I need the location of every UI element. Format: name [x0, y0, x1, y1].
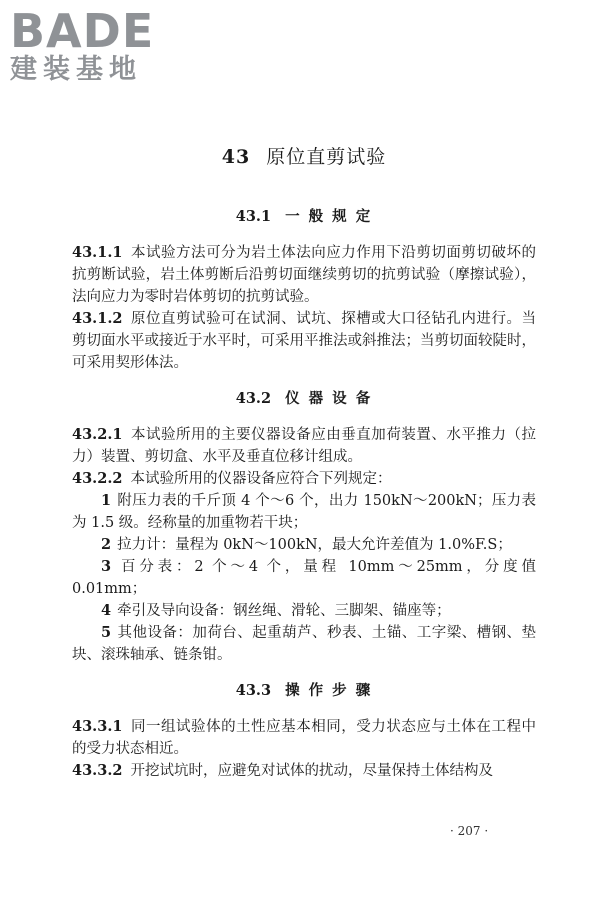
item-text: 其他设备：加荷台、起重葫芦、秒表、土锚、工字梁、槽钢、垫块、滚珠轴承、链条钳。 [72, 625, 536, 663]
section-number: 43.1 [235, 208, 272, 225]
list-item [72, 490, 536, 534]
clause-text: 本试验所用的仪器设备应符合下列规定： [130, 471, 392, 487]
clause-text: 本试验所用的主要仪器设备应由垂直加荷装置、水平推力（拉力）装置、剪切盒、水平及垂直位移计组成。 [72, 427, 536, 465]
clause-number: 43.1.1 [72, 244, 123, 261]
item-number: 2 [101, 536, 112, 553]
item-number: 3 [101, 558, 112, 575]
list-item [72, 622, 536, 666]
list-item [72, 556, 536, 600]
clause-number: 43.3.1 [72, 718, 123, 735]
item-text: 牵引及导向设备：钢丝绳、滑轮、三脚架、锚座等； [117, 603, 451, 619]
clause-number: 43.1.2 [72, 310, 123, 327]
item-number: 5 [101, 624, 112, 641]
section-heading [72, 388, 536, 410]
logo-subtitle: 建装基地 [10, 54, 142, 85]
logo-wordmark: BADE [10, 4, 155, 58]
clause [72, 424, 536, 468]
clause-text: 开挖试坑时，应避免对试体的扰动，尽量保持土体结构及 [130, 763, 493, 779]
section-heading [72, 206, 536, 228]
brand-logo [10, 6, 154, 86]
clause-number: 43.2.2 [72, 470, 123, 487]
clause [72, 242, 536, 308]
chapter-number: 43 [221, 146, 251, 168]
list-item [72, 534, 536, 556]
item-number: 1 [101, 492, 112, 509]
section-title: 一 般 规 定 [285, 208, 373, 225]
item-text: 百分表：2 个～4 个，量程 10mm～25mm，分度值 0.01mm； [72, 559, 536, 597]
clause-number: 43.3.2 [72, 762, 123, 779]
item-text: 附压力表的千斤顶 4 个～6 个，出力 150kN～200kN；压力表为 1.5 级。经称量的加重物若干块； [72, 493, 536, 531]
section-title: 仪 器 设 备 [285, 390, 373, 407]
list-item [72, 600, 536, 622]
clause [72, 308, 536, 374]
section-heading [72, 680, 536, 702]
page-number: · 207 · [450, 824, 489, 838]
item-text: 拉力计：量程为 0kN～100kN，最大允许差值为 1.0%F.S； [117, 537, 512, 553]
chapter-name: 原位直剪试验 [266, 146, 387, 168]
clause-number: 43.2.1 [72, 426, 123, 443]
clause [72, 716, 536, 760]
clause [72, 468, 536, 490]
section-title: 操 作 步 骤 [285, 682, 373, 699]
section-number: 43.2 [235, 390, 272, 407]
section-number: 43.3 [235, 682, 272, 699]
item-number: 4 [101, 602, 112, 619]
chapter-title [72, 140, 536, 192]
clause [72, 760, 536, 782]
clause-text: 本试验方法可分为岩土体法向应力作用下沿剪切面剪切破坏的抗剪断试验，岩土体剪断后沿剪切面继续剪切的抗剪试验（摩擦试验），法向应力为零时岩体剪切的抗剪试验。 [72, 245, 536, 305]
page-body [72, 140, 536, 782]
clause-text: 同一组试验体的土性应基本相同，受力状态应与土体在工程中的受力状态相近。 [72, 719, 536, 757]
clause-text: 原位直剪试验可在试洞、试坑、探槽或大口径钻孔内进行。当剪切面水平或接近于水平时，可采用平推法或斜推法；当剪切面较陡时，可采用契形体法。 [72, 311, 536, 371]
